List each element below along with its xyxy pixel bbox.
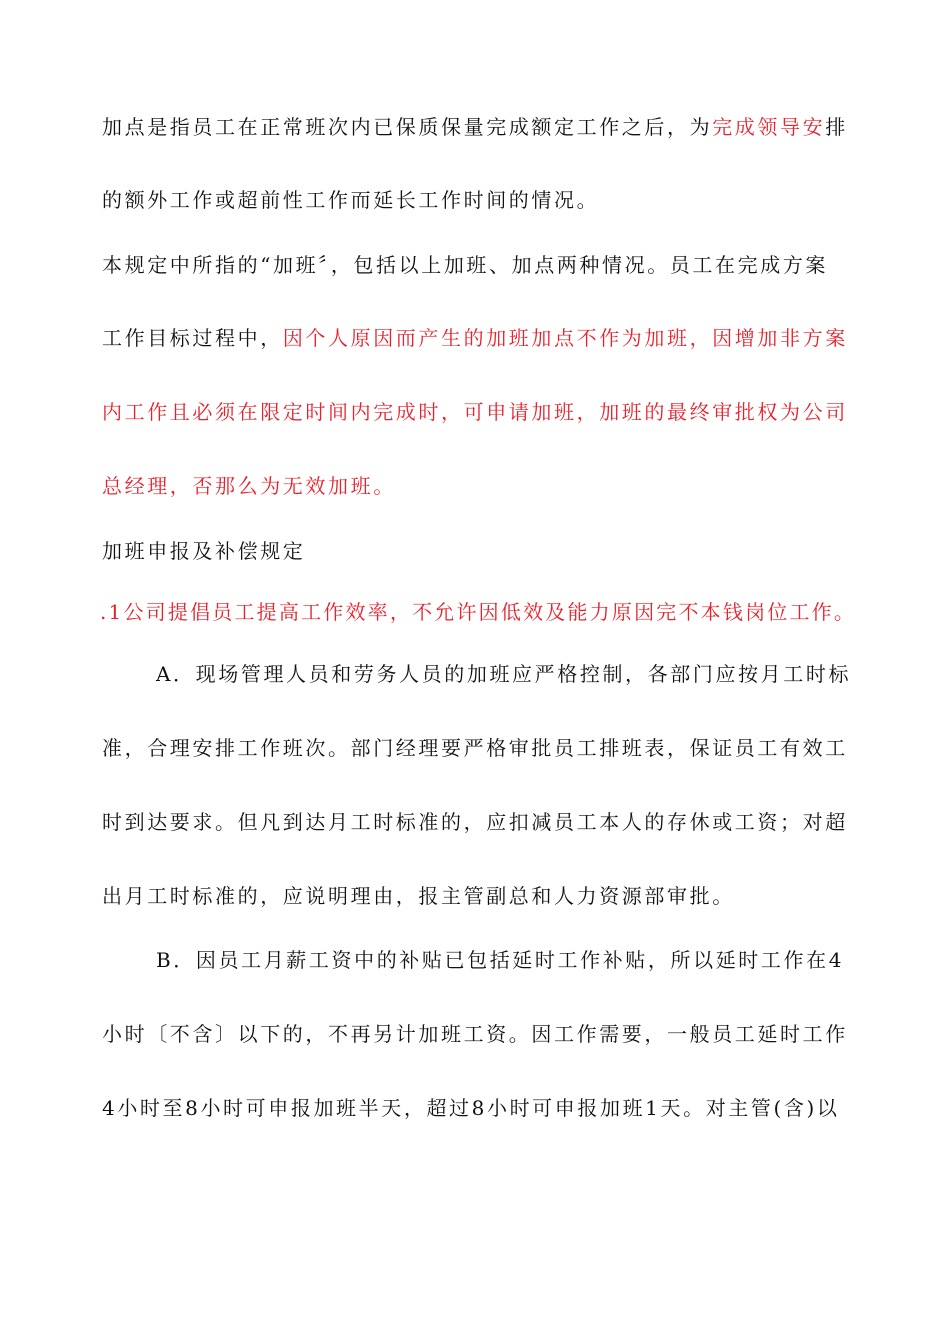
paragraph-1-line-2: 的额外工作或超前性工作而延长工作时间的情况。 [102, 188, 600, 212]
text-run: 排 [825, 115, 848, 139]
item-b-line-3: 4小时至8小时可申报加班半天，超过8小时可申报加班1天。对主管(含)以 [102, 1096, 840, 1120]
item-a-line-2: 准，合理安排工作班次。部门经理要严格审批员工排班表，保证员工有效工 [102, 736, 848, 760]
paragraph-2-line-4: 总经理，否那么为无效加班。 [102, 474, 396, 498]
section-heading: 加班申报及补偿规定 [102, 539, 306, 563]
paragraph-2-line-2 [102, 324, 848, 352]
paragraph-2-line-1: 本规定中所指的“加班〞，包括以上加班、加点两种情况。员工在完成方案 [102, 253, 829, 277]
item-b-line-2: 小时〔不含〕以下的，不再另计加班工资。因工作需要，一般员工延时工作 [102, 1022, 848, 1046]
highlighted-text: 完成领导安 [712, 115, 826, 139]
item-a-line-3: 时到达要求。但凡到达月工时标准的，应扣减员工本人的存休或工资；对超 [102, 810, 848, 834]
clause-1: .1公司提倡员工提高工作效率，不允许因低效及能力原因完不本钱岗位工作。 [100, 600, 857, 624]
paragraph-1-line-1 [102, 113, 848, 141]
paragraph-2-line-3: 内工作且必须在限定时间内完成时，可申请加班，加班的最终审批权为公司 [102, 400, 848, 424]
highlighted-text: 因个人原因而产生的加班加点不作为加班，因增加非方案 [282, 326, 848, 350]
item-b-line-1: B．因员工月薪工资中的补贴已包括延时工作补贴，所以延时工作在4 [156, 948, 845, 972]
item-a-line-1: A．现场管理人员和劳务人员的加班应严格控制，各部门应按月工时标 [156, 662, 852, 686]
text-run: 加点是指员工在正常班次内已保质保量完成额定工作之后，为 [102, 115, 713, 139]
text-run: 工作目标过程中， [102, 326, 283, 350]
item-a-line-4: 出月工时标准的，应说明理由，报主管副总和人力资源部审批。 [102, 884, 735, 908]
